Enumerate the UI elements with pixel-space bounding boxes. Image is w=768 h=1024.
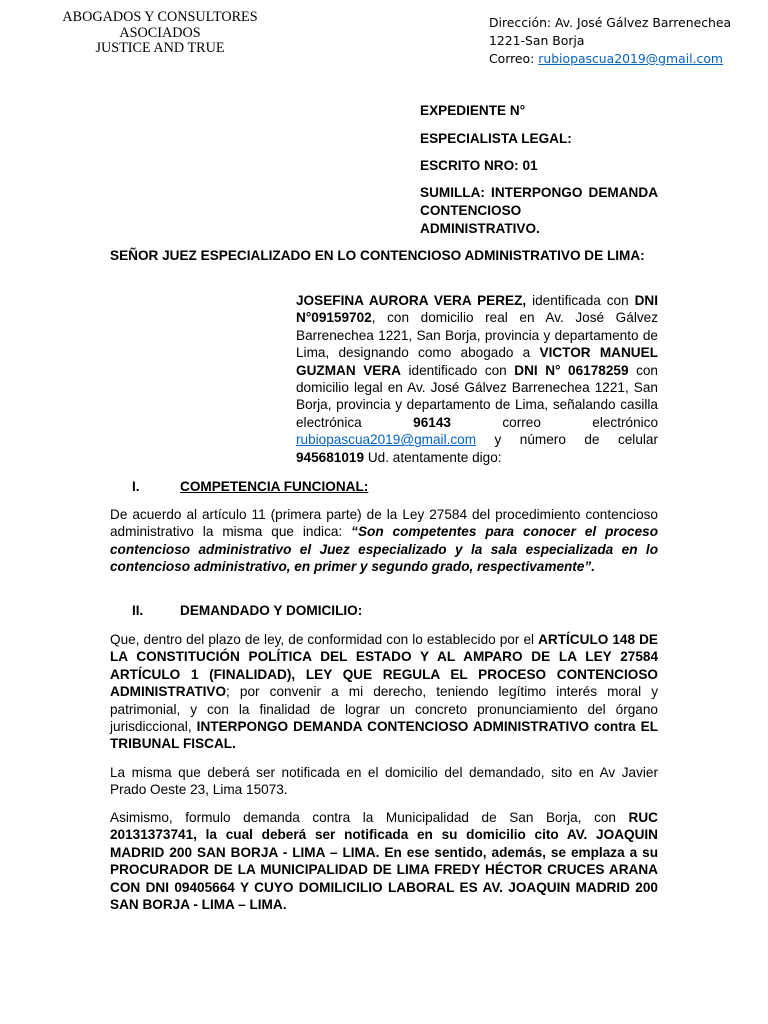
section-number: I. bbox=[132, 479, 140, 494]
casilla: 96143 bbox=[413, 414, 451, 430]
sumilla-label: SUMILLA: bbox=[420, 185, 485, 200]
intro-email-link[interactable]: rubiopascua2019@gmail.com bbox=[296, 432, 477, 448]
text: , con domicilio real en Av. José Gálvez Barrenechea 1221, San Borja, provincia y departamento de Lima, designando como abogado a bbox=[296, 310, 658, 361]
celular: 945681019 bbox=[296, 449, 365, 465]
text: y número de celular bbox=[476, 432, 658, 448]
text: identificada con bbox=[526, 293, 635, 308]
intro-paragraph bbox=[296, 292, 658, 466]
text: De acuerdo al artículo 11 (primera parte) de la Ley 27584 del procedimiento contencioso administrativo la misma que indica: bbox=[110, 507, 658, 540]
email-label: Correo: bbox=[489, 51, 539, 66]
municipality-details: RUC 20131373741, la cual deberá ser notificada en su domicilio cito AV. JOAQUIN MADRID 200 SAN BORJA - LIMA – LIMA. En ese sentido, además, se emplaza a su PROCURADOR DE LA MUNICIPALIDAD DE LIMA FREDY HÉCTOR CRUCES ARANA CON DNI 09405664 Y CUYO DOMILICILIO LABORAL ES AV. JOAQUIN MADRID 200 SAN BORJA - LIMA – LIMA. bbox=[110, 810, 658, 913]
text: Que, dentro del plazo de ley, de conformidad con lo establecido por el bbox=[110, 632, 539, 647]
firm-name bbox=[30, 10, 290, 57]
section-heading-demandado: DEMANDADO Y DOMICILIO: bbox=[180, 603, 363, 618]
text: identificado con bbox=[400, 362, 515, 378]
competencia-paragraph bbox=[110, 506, 658, 576]
expediente: EXPEDIENTE N° bbox=[420, 103, 526, 118]
email-link[interactable]: rubiopascua2019@gmail.com bbox=[538, 51, 723, 66]
legal-quote: “Son competentes para conocer el proceso contencioso administrativo el Juez especializado y la sala especializada en lo contencioso administrativo, en primer y segundo grado, respectivamente”. bbox=[110, 524, 658, 575]
addressee: SEÑOR JUEZ ESPECIALIZADO EN LO CONTENCIOSO ADMINISTRATIVO DE LIMA: bbox=[110, 248, 645, 263]
firm-name-line: ABOGADOS Y CONSULTORES bbox=[62, 9, 258, 25]
notification-paragraph: La misma que deberá ser notificada en el domicilio del demandado, sito en Av Javier Prado Oeste 23, Lima 15073. bbox=[110, 765, 658, 798]
sumilla-text-end: ADMINISTRATIVO. bbox=[420, 221, 540, 236]
sumilla bbox=[420, 184, 658, 238]
plaintiff-dni: DNI N°09159702 bbox=[296, 293, 658, 326]
escrito-number: ESCRITO NRO: 01 bbox=[420, 158, 538, 173]
lawyer-name: VICTOR MANUEL GUZMAN VERA bbox=[296, 345, 658, 378]
address-line: Dirección: Av. José Gálvez Barrenechea bbox=[489, 15, 732, 30]
municipality-paragraph bbox=[110, 809, 658, 913]
sumilla-text: INTERPONGO DEMANDA CONTENCIOSO bbox=[420, 185, 659, 218]
text: Ud. atentamente digo: bbox=[364, 449, 502, 465]
demand-statement: INTERPONGO DEMANDA CONTENCIOSO ADMINISTRATIVO contra EL TRIBUNAL FISCAL. bbox=[110, 719, 659, 752]
legal-reference: ARTÍCULO 148 DE LA CONSTITUCIÓN POLÍTICA DEL ESTADO Y AL AMPARO DE LA LEY 27584 ARTÍCULO 1 (FINALIDAD), LEY QUE REGULA EL PROCESO CONTENCIOSO ADMINISTRATIVO bbox=[110, 632, 658, 700]
firm-contact bbox=[489, 14, 731, 68]
section-number: II. bbox=[132, 603, 144, 618]
email-line bbox=[489, 50, 731, 68]
firm-name-line: JUSTICE AND TRUE bbox=[95, 40, 225, 56]
text: correo electrónico bbox=[450, 414, 659, 430]
address-line: 1221-San Borja bbox=[489, 33, 585, 48]
plaintiff-name: JOSEFINA AURORA VERA PEREZ, bbox=[296, 293, 527, 308]
text: Asimismo, formulo demanda contra la Municipalidad de San Borja, con bbox=[110, 810, 629, 825]
lawyer-dni: DNI N° 06178259 bbox=[514, 362, 629, 378]
section-heading-competencia: COMPETENCIA FUNCIONAL: bbox=[180, 479, 369, 494]
text: ; por convenir a mi derecho, teniendo legítimo interés moral y patrimonial, y con la finalidad de lograr un concreto pronunciamiento del órgano jurisdiccional, bbox=[110, 684, 658, 735]
firm-name-line: ASOCIADOS bbox=[119, 24, 201, 41]
especialista-legal: ESPECIALISTA LEGAL: bbox=[420, 131, 572, 146]
text: con domicilio legal en Av. José Gálvez Barrenechea 1221, San Borja, provincia y departamento de Lima, señalando casilla electrónica bbox=[296, 362, 658, 430]
demanda-paragraph bbox=[110, 631, 658, 753]
